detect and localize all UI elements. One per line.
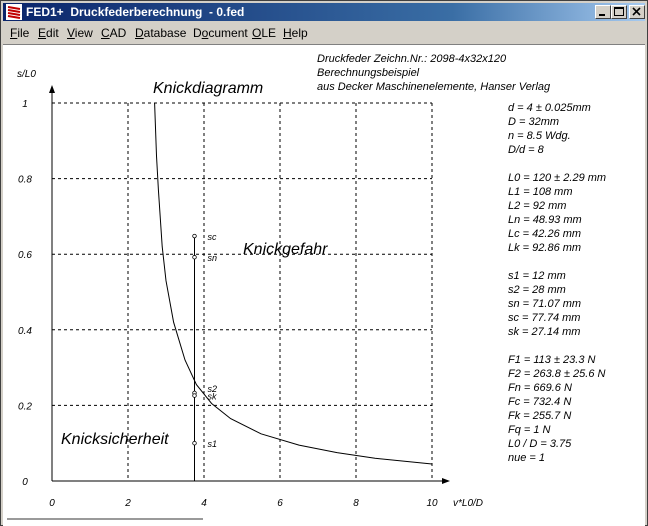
menu-ole[interactable]: OLE xyxy=(252,26,277,40)
y-tick-label-1: 0.2 xyxy=(18,401,32,413)
chart-axes xyxy=(49,85,450,484)
x-tick-label-3: 6 xyxy=(277,498,283,509)
header-line-1: Druckfeder Zeichn.Nr.: 2098-4x32x120 xyxy=(317,53,507,65)
close-icon xyxy=(630,6,644,18)
result-3-5: Fq = 1 N xyxy=(508,424,551,436)
result-3-2: Fn = 669.6 N xyxy=(508,382,572,394)
buckling-curve xyxy=(155,103,432,464)
marker-label-sc: sc xyxy=(207,232,217,243)
result-3-6: L0 / D = 3.75 xyxy=(508,438,572,450)
minimize-icon xyxy=(596,6,610,18)
maximize-icon xyxy=(612,6,626,18)
chart-title: Knickdiagramm xyxy=(153,80,264,97)
window-title: FED1+ Druckfederberechnung - 0.fed xyxy=(26,5,245,19)
x-tick-label-4: 8 xyxy=(353,498,359,509)
menu-view[interactable]: View xyxy=(67,26,93,40)
menu-document[interactable]: Document xyxy=(193,26,248,40)
marker-point-sn xyxy=(193,255,197,259)
y-axis-label: s/L0 xyxy=(17,69,36,80)
menu-database[interactable]: Database xyxy=(135,26,187,40)
result-1-2: L2 = 92 mm xyxy=(508,200,567,212)
menu-edit[interactable]: Edit xyxy=(38,26,59,40)
y-axis-arrow xyxy=(49,85,55,93)
footer-text xyxy=(7,518,203,520)
x-tick-label-2: 4 xyxy=(201,498,207,509)
y-tick-label-5: 1 xyxy=(22,99,28,110)
result-3-4: Fk = 255.7 N xyxy=(508,410,572,422)
result-1-1: L1 = 108 mm xyxy=(508,186,573,198)
results-panel xyxy=(508,102,606,464)
result-3-7: nue = 1 xyxy=(508,452,546,464)
result-2-3: sc = 77.74 mm xyxy=(508,312,581,324)
x-axis-label: v*L0/D xyxy=(453,498,484,509)
marker-point-sc xyxy=(193,234,197,238)
maximize-button[interactable] xyxy=(611,5,627,19)
marker-label-sn: sn xyxy=(207,253,218,264)
region-knickgefahr: Knickgefahr xyxy=(243,241,328,258)
marker-label-sk: sk xyxy=(207,391,217,402)
spring-app-icon xyxy=(6,4,22,20)
result-2-1: s2 = 28 mm xyxy=(508,284,566,296)
result-0-1: D = 32mm xyxy=(508,116,560,128)
result-1-4: Lc = 42.26 mm xyxy=(508,228,582,240)
result-0-2: n = 8.5 Wdg. xyxy=(508,130,571,142)
result-3-1: F2 = 263.8 ± 25.6 N xyxy=(508,368,606,380)
result-3-0: F1 = 113 ± 23.3 N xyxy=(508,354,596,366)
region-knicksicherheit: Knicksicherheit xyxy=(61,431,169,448)
buckling-chart xyxy=(3,45,645,526)
marker-point-sk xyxy=(193,394,197,398)
header-line-3: aus Decker Maschinenelemente, Hanser Verlag xyxy=(317,81,551,93)
result-1-0: L0 = 120 ± 2.29 mm xyxy=(508,172,607,184)
menu-cad[interactable]: CAD xyxy=(101,26,127,40)
result-2-0: s1 = 12 mm xyxy=(508,270,566,282)
result-0-0: d = 4 ± 0.025mm xyxy=(508,102,591,114)
spring-markers xyxy=(193,232,217,449)
result-2-2: sn = 71.07 mm xyxy=(508,298,582,310)
menu-bar xyxy=(3,23,645,42)
menu-help[interactable]: Help xyxy=(283,26,308,40)
minimize-button[interactable] xyxy=(595,5,611,19)
x-tick-label-0: 0 xyxy=(49,498,55,509)
result-0-3: D/d = 8 xyxy=(508,144,544,156)
close-button[interactable] xyxy=(629,5,645,19)
result-3-3: Fc = 732.4 N xyxy=(508,396,572,408)
y-tick-label-3: 0.6 xyxy=(18,250,32,262)
marker-label-s2: s2 xyxy=(207,383,218,394)
y-tick-label-0: 0 xyxy=(22,477,28,488)
marker-point-s1 xyxy=(193,441,197,445)
menu-file[interactable]: File xyxy=(10,26,30,40)
x-tick-label-1: 2 xyxy=(125,498,131,509)
y-tick-label-2: 0.4 xyxy=(18,325,32,337)
marker-label-s1: s1 xyxy=(207,439,218,450)
result-1-3: Ln = 48.93 mm xyxy=(508,214,582,226)
result-1-5: Lk = 92.86 mm xyxy=(508,242,582,254)
title-bar[interactable] xyxy=(3,3,645,21)
drawing-area[interactable] xyxy=(3,44,645,526)
header-line-2: Berechnungsbeispiel xyxy=(317,67,420,79)
y-tick-label-4: 0.8 xyxy=(18,174,32,186)
x-tick-label-5: 10 xyxy=(426,498,438,509)
result-2-4: sk = 27.14 mm xyxy=(508,326,581,338)
x-axis-arrow xyxy=(442,478,450,484)
